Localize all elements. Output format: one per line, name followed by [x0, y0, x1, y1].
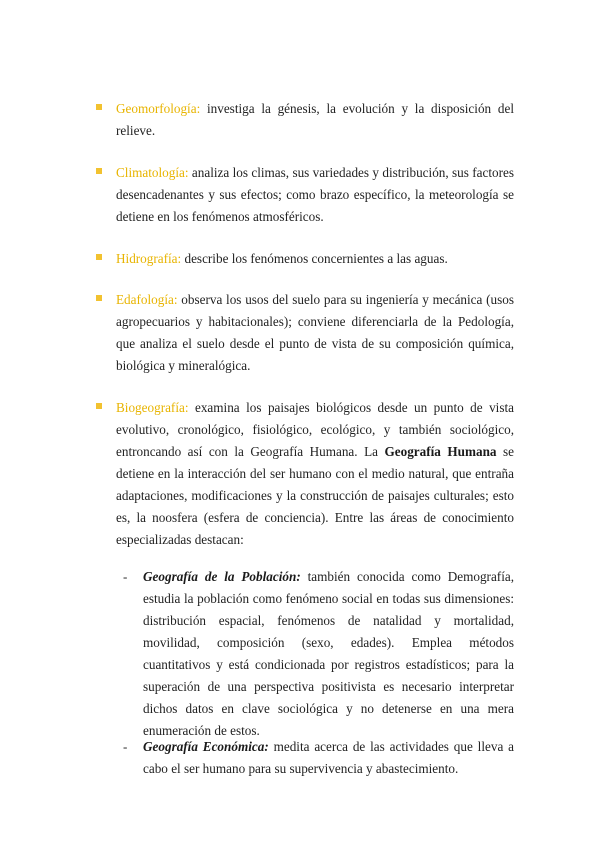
dash-bullet: - — [123, 739, 128, 754]
definition-hidrografia: describe los fenómenos concernientes a las aguas. — [181, 251, 448, 266]
term-biogeografia: Biogeografía: — [116, 400, 189, 415]
term-geografia-humana: Geografía Humana — [384, 444, 497, 459]
definition-geografia-poblacion: también conocida como Demografía, estudia la población como fenómeno social en todas sus dimensiones: distribución espacial, fenómenos de natalidad y mortalidad, movilidad, composición (sexo, edades). Emplea métodos cuantitativos y está condicionada por registros estadísticos; para la superación de una perspectiva positivista es necesario interpretar dichos datos en clave sociológica y no detenerse en una mera enumeración de estos. — [143, 569, 515, 738]
definition-climatologia: analiza los climas, sus variedades y distribución, sus factores desencadenantes y sus efectos; como brazo específico, la meteorología se detiene en los fenómenos atmosféricos. — [116, 165, 514, 224]
square-bullet-icon — [96, 104, 102, 110]
bullet-climatologia — [116, 162, 514, 228]
term-hidrografia: Hidrografía: — [116, 251, 182, 266]
term-geomorfologia: Geomorfología: — [116, 101, 201, 116]
term-edafologia: Edafología: — [116, 292, 178, 307]
definition-geomorfologia: investiga la génesis, la evolución y la disposición del relieve. — [116, 101, 514, 138]
square-bullet-icon — [96, 295, 102, 301]
definition-biogeografia: examina los paisajes biológicos desde un punto de vista evolutivo, cronológico, fisiológico, ecológico, y también sociológico, entroncando así con la Geografía Humana. La — [116, 400, 514, 459]
square-bullet-icon — [96, 254, 102, 260]
sub-item-geografia-poblacion — [123, 566, 515, 742]
square-bullet-icon — [96, 403, 102, 409]
bullet-edafologia — [116, 289, 514, 377]
square-bullet-icon — [96, 168, 102, 174]
bullet-geomorfologia — [116, 98, 514, 142]
bullet-hidrografia — [116, 248, 514, 270]
term-geografia-poblacion: Geografía de la Población: — [143, 569, 301, 584]
definition-geografia-economica: medita acerca de las actividades que lleva a cabo el ser humano para su supervivencia y abastecimiento. — [143, 739, 515, 776]
sub-item-geografia-economica — [123, 736, 515, 780]
term-geografia-economica: Geografía Económica: — [143, 739, 269, 754]
bullet-biogeografia — [116, 397, 514, 551]
dash-bullet: - — [123, 569, 128, 584]
definition-edafologia: observa los usos del suelo para su ingeniería y mecánica (usos agropecuarios y habitacionales); conviene diferenciarla de la Pedología, que analiza el suelo desde el punto de vista de su composición química, biológica y mineralógica. — [116, 292, 514, 373]
definition-geografia-humana: se detiene en la interacción del ser humano con el medio natural, que entraña adaptaciones, modificaciones y la construcción de paisajes culturales; esto es, la noosfera (esfera de conciencia). Entre las áreas de conocimiento especializadas destacan: — [116, 444, 514, 547]
term-climatologia: Climatología: — [116, 165, 189, 180]
